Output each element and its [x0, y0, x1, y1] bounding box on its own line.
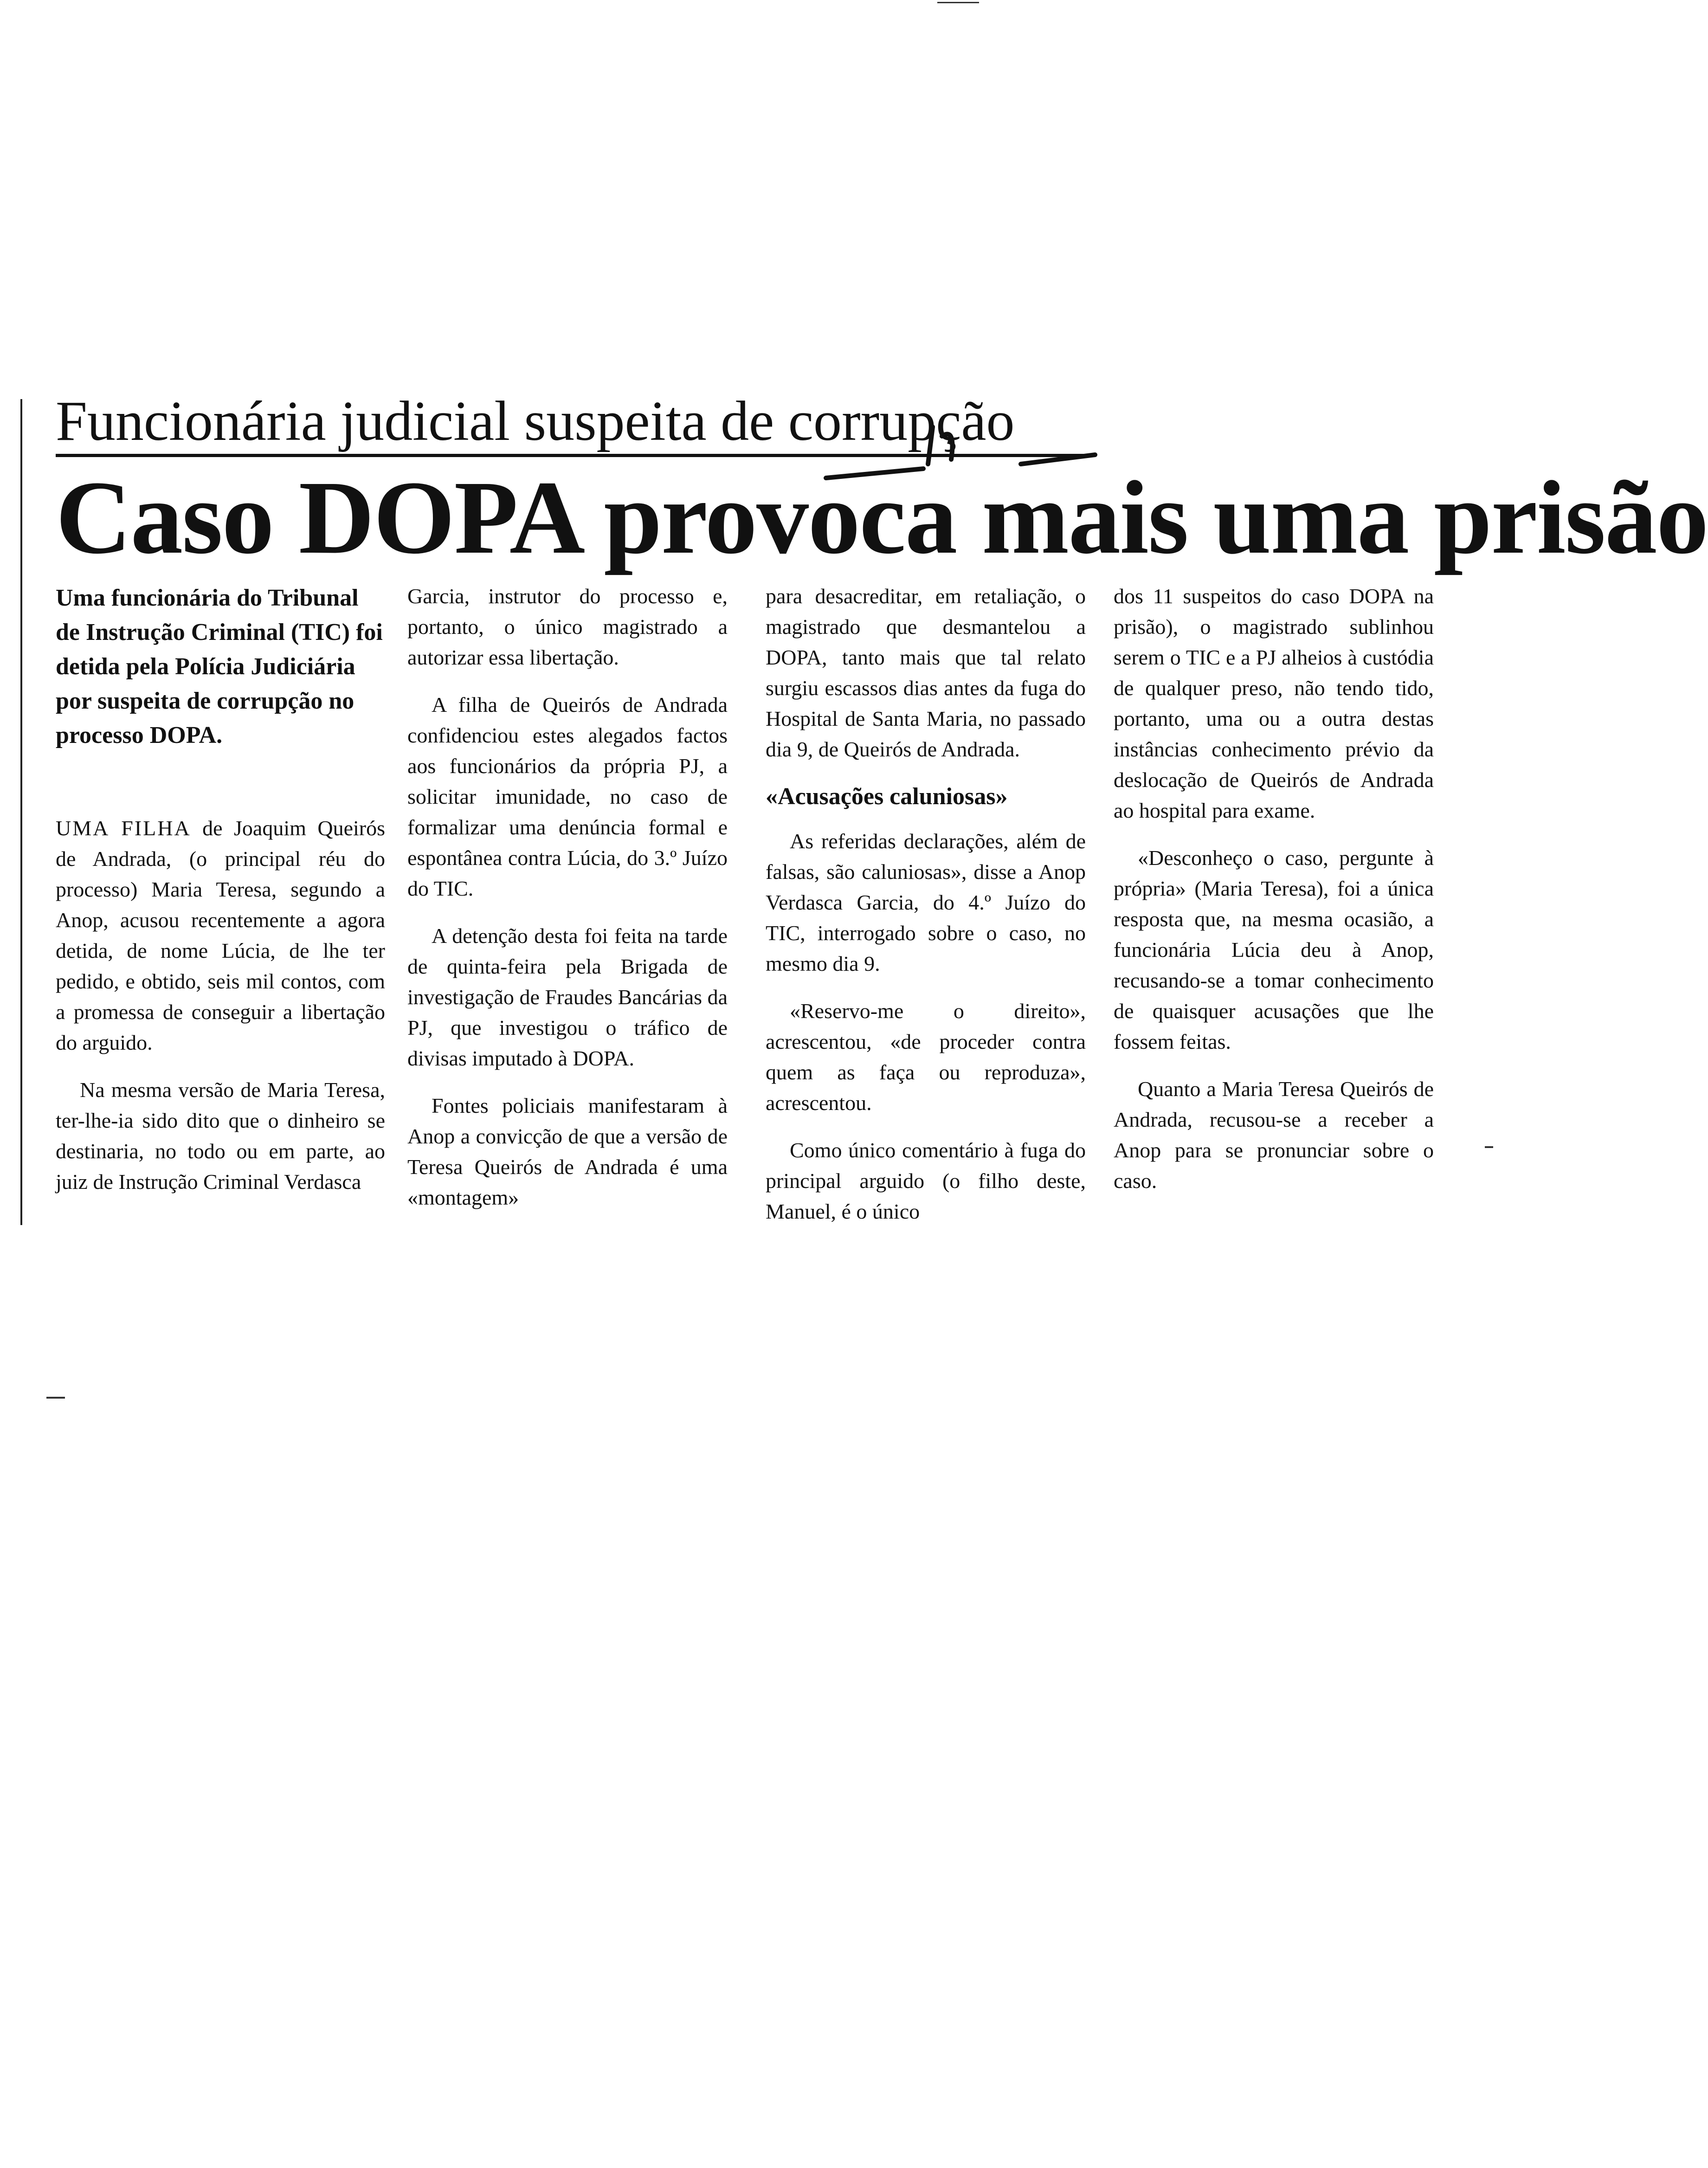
column-4: [1114, 581, 1434, 1213]
c4-paragraph-1: dos 11 suspeitos do caso DOPA na prisão), o magistrado sublinhou serem o TIC e a PJ alheios à custódia de qualquer preso, não tendo tido, portanto, uma ou a outra destas instâncias conhecimento prévio da deslocação de Queirós de Andrada ao hospital para exame.: [1114, 584, 1434, 822]
c2-paragraph-1: Garcia, instrutor do processo e, portanto, o único magistrado a autorizar essa libertação.: [407, 584, 728, 669]
scan-artifact: [937, 2, 979, 3]
c4-paragraph-3: Quanto a Maria Teresa Queirós de Andrada, recusou-se a receber a Anop para se pronunciar sobre o caso.: [1114, 1077, 1434, 1193]
scan-artifact: [46, 1397, 65, 1399]
c2-paragraph-3: A detenção desta foi feita na tarde de quinta-feira pela Brigada de investigação de Fraudes Bancárias da PJ, que investigou o tráfico de divisas imputado à DOPA.: [407, 924, 728, 1070]
c2-paragraph-4: Fontes policiais manifestaram à Anop a convicção de que a versão de Teresa Queirós de Andrada é uma «montagem»: [407, 1094, 728, 1209]
c3-paragraph-1: para desacreditar, em retaliação, o magistrado que desmantelou a DOPA, tanto mais que tal relato surgiu escassos dias antes da fuga do Hospital de Santa Maria, no passado dia 9, de Queirós de Andrada.: [766, 584, 1086, 761]
c3-paragraph-3: «Reservo-me o direito», acrescentou, «de proceder contra quem as faça ou reproduza», acrescentou.: [766, 999, 1086, 1115]
c3-paragraph-2: As referidas declarações, além de falsas, são caluniosas», disse a Anop Verdasca Garcia, do 4.º Juízo do TIC, interrogado sobre o caso, no mesmo dia 9.: [766, 829, 1086, 975]
lede: Uma funcionária do Tribunal de Instrução Criminal (TIC) foi detida pela Polícia Judiciária por suspeita de corrupção no processo DOPA.: [56, 585, 383, 748]
c2-paragraph-2: A filha de Queirós de Andrada confidenciou estes alegados factos aos funcionários da própria PJ, a solicitar imunidade, no caso de formalizar uma denúncia formal e espontânea contra Lúcia, do 3.º Juízo do TIC.: [407, 693, 728, 900]
c3-paragraph-4: Como único comentário à fuga do principal arguido (o filho deste, Manuel, é o único: [766, 1138, 1086, 1223]
c1-lead-in: UMA FILHA: [56, 816, 191, 840]
headline: Caso DOPA provoca mais uma prisão: [56, 459, 1708, 575]
c3-subhead: «Acusações caluniosas»: [766, 783, 1008, 810]
kicker: Funcionária judicial suspeita de corrupção: [56, 389, 1095, 457]
c1-paragraph-1: [56, 813, 385, 1058]
column-3: [766, 581, 1086, 1244]
left-column-rule: [20, 399, 22, 1225]
c1-paragraph-2: Na mesma versão de Maria Teresa, ter-lhe-ia sido dito que o dinheiro se destinaria, no todo ou em parte, ao juiz de Instrução Criminal Verdasca: [56, 1078, 385, 1194]
c4-paragraph-2: «Desconheço o caso, pergunte à própria» (Maria Teresa), foi a única resposta que, na mesma ocasião, a funcionária Lúcia deu à Anop, recusando-se a tomar conhecimento de quaisquer acusações que lhe fossem feitas.: [1114, 846, 1434, 1053]
handwritten-mark-icon: [817, 408, 1104, 510]
c1-paragraph-1-text: de Joaquim Queirós de Andrada, (o principal réu do processo) Maria Teresa, segundo a Anop, acusou recentemente a agora detida, de nome Lúcia, de lhe ter pedido, e obtido, seis mil contos, com a promessa de conseguir a libertação do arguido.: [56, 816, 385, 1054]
column-1: [56, 581, 385, 1214]
column-2: [407, 581, 728, 1230]
scan-artifact: [1485, 1146, 1493, 1148]
